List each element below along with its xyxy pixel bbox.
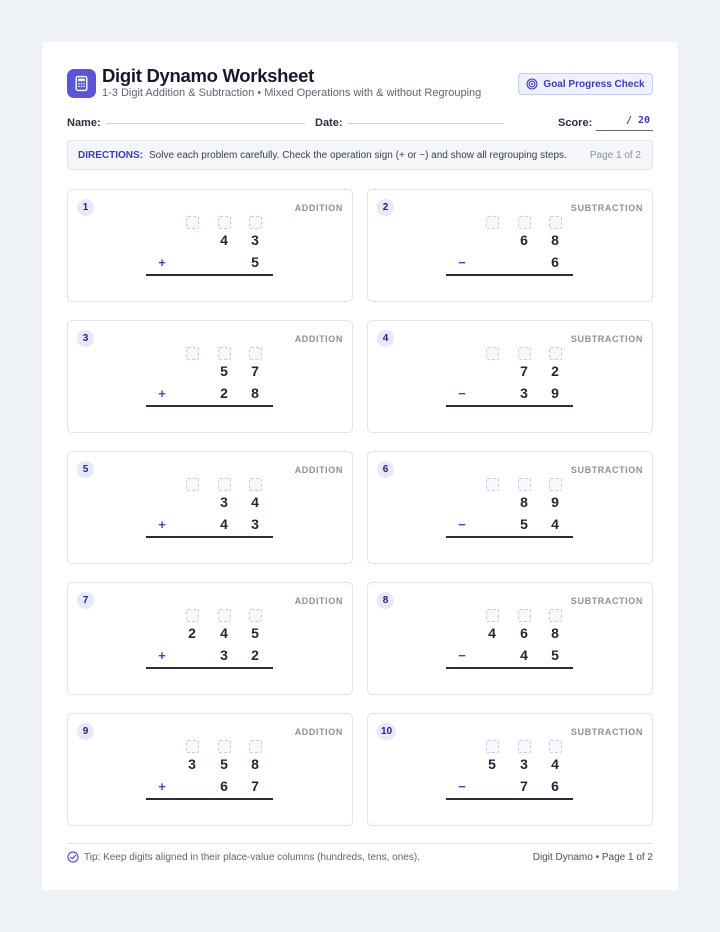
carry-box[interactable] <box>486 347 499 360</box>
top-number-digit: 7 <box>520 363 528 379</box>
operation-label: ADDITION <box>294 465 343 475</box>
carry-box[interactable] <box>249 609 262 622</box>
bottom-number-digit: 5 <box>551 647 559 663</box>
directions-page-number: Page 1 of 2 <box>589 150 641 161</box>
bottom-number-digit: 8 <box>251 385 259 401</box>
carry-box[interactable] <box>249 478 262 491</box>
top-number-digit: 3 <box>188 756 196 772</box>
carry-box[interactable] <box>218 609 231 622</box>
operation-label: SUBTRACTION <box>570 727 643 737</box>
footer-page-info: Digit Dynamo • Page 1 of 2 <box>532 852 653 863</box>
top-number-digit: 4 <box>551 756 559 772</box>
bottom-number-digit: 6 <box>551 778 559 794</box>
answer-line[interactable] <box>146 798 273 800</box>
top-number-digit: 5 <box>220 363 228 379</box>
carry-box[interactable] <box>218 740 231 753</box>
carry-box[interactable] <box>186 478 199 491</box>
top-number-digit: 6 <box>520 625 528 641</box>
operation-label: SUBTRACTION <box>570 596 643 606</box>
operation-label: SUBTRACTION <box>570 203 643 213</box>
carry-box[interactable] <box>186 347 199 360</box>
answer-line[interactable] <box>446 667 573 669</box>
problem-number: 6 <box>377 461 394 478</box>
problem-card <box>367 451 653 564</box>
answer-line[interactable] <box>146 667 273 669</box>
carry-box[interactable] <box>549 740 562 753</box>
target-icon <box>526 78 538 90</box>
top-number-digit: 5 <box>488 756 496 772</box>
bottom-number-digit: 7 <box>520 778 528 794</box>
directions-banner <box>67 140 653 170</box>
carry-box[interactable] <box>518 216 531 229</box>
minus-sign: − <box>458 779 466 794</box>
calculator-icon <box>67 69 96 98</box>
operation-label: SUBTRACTION <box>570 334 643 344</box>
top-number-digit: 4 <box>488 625 496 641</box>
carry-box[interactable] <box>186 740 199 753</box>
answer-line[interactable] <box>446 405 573 407</box>
top-number-digit: 8 <box>520 494 528 510</box>
carry-box[interactable] <box>218 478 231 491</box>
plus-sign: + <box>158 386 166 401</box>
bottom-number-digit: 5 <box>251 254 259 270</box>
name-field[interactable] <box>106 123 305 124</box>
problem-number: 7 <box>77 592 94 609</box>
date-field[interactable] <box>348 123 504 124</box>
directions-text: Solve each problem carefully. Check the operation sign (+ or −) and show all regrouping steps. <box>149 150 567 161</box>
problem-number: 2 <box>377 199 394 216</box>
carry-box[interactable] <box>218 216 231 229</box>
worksheet-page <box>42 42 678 890</box>
carry-box[interactable] <box>518 347 531 360</box>
answer-line[interactable] <box>146 536 273 538</box>
top-number-digit: 8 <box>551 625 559 641</box>
answer-line[interactable] <box>446 536 573 538</box>
problem-card <box>67 582 353 695</box>
bottom-number-digit: 5 <box>520 516 528 532</box>
carry-box[interactable] <box>486 216 499 229</box>
carry-box[interactable] <box>486 609 499 622</box>
problem-card <box>67 189 353 302</box>
carry-box[interactable] <box>218 347 231 360</box>
minus-sign: − <box>458 517 466 532</box>
problem-number: 8 <box>377 592 394 609</box>
operation-label: ADDITION <box>294 727 343 737</box>
answer-line[interactable] <box>446 274 573 276</box>
problem-card <box>67 451 353 564</box>
problem-number: 3 <box>77 330 94 347</box>
bottom-number-digit: 3 <box>520 385 528 401</box>
bottom-number-digit: 4 <box>551 516 559 532</box>
plus-sign: + <box>158 648 166 663</box>
problem-number: 10 <box>377 723 396 740</box>
operation-label: ADDITION <box>294 203 343 213</box>
carry-box[interactable] <box>486 740 499 753</box>
carry-box[interactable] <box>549 216 562 229</box>
top-number-digit: 5 <box>220 756 228 772</box>
page-title: Digit Dynamo Worksheet <box>102 65 315 86</box>
problem-number: 1 <box>77 199 94 216</box>
bottom-number-digit: 4 <box>220 516 228 532</box>
bottom-number-digit: 9 <box>551 385 559 401</box>
bottom-number-digit: 2 <box>220 385 228 401</box>
top-number-digit: 3 <box>220 494 228 510</box>
problem-number: 5 <box>77 461 94 478</box>
carry-box[interactable] <box>186 609 199 622</box>
answer-line[interactable] <box>446 798 573 800</box>
top-number-digit: 2 <box>551 363 559 379</box>
directions-label: DIRECTIONS: <box>78 150 143 161</box>
page-subtitle: 1-3 Digit Addition & Subtraction • Mixed Operations with & without Regrouping <box>102 87 482 99</box>
bottom-number-digit: 4 <box>520 647 528 663</box>
plus-sign: + <box>158 779 166 794</box>
carry-box[interactable] <box>249 740 262 753</box>
bottom-number-digit: 7 <box>251 778 259 794</box>
minus-sign: − <box>458 255 466 270</box>
goal-progress-button[interactable] <box>518 73 653 95</box>
minus-sign: − <box>458 386 466 401</box>
top-number-digit: 6 <box>520 232 528 248</box>
top-number-digit: 3 <box>520 756 528 772</box>
top-number-digit: 4 <box>251 494 259 510</box>
top-number-digit: 5 <box>251 625 259 641</box>
bottom-number-digit: 6 <box>551 254 559 270</box>
top-number-digit: 8 <box>551 232 559 248</box>
score-field[interactable] <box>596 130 653 131</box>
operation-label: ADDITION <box>294 596 343 606</box>
bottom-number-digit: 6 <box>220 778 228 794</box>
minus-sign: − <box>458 648 466 663</box>
carry-box[interactable] <box>549 347 562 360</box>
name-label: Name: <box>67 117 101 129</box>
goal-progress-label: Goal Progress Check <box>543 78 645 90</box>
answer-line[interactable] <box>146 274 273 276</box>
top-number-digit: 4 <box>220 232 228 248</box>
top-number-digit: 4 <box>220 625 228 641</box>
carry-box[interactable] <box>549 478 562 491</box>
top-number-digit: 8 <box>251 756 259 772</box>
date-label: Date: <box>315 117 343 129</box>
bottom-number-digit: 2 <box>251 647 259 663</box>
plus-sign: + <box>158 517 166 532</box>
carry-box[interactable] <box>249 216 262 229</box>
top-number-digit: 7 <box>251 363 259 379</box>
problem-number: 9 <box>77 723 94 740</box>
carry-box[interactable] <box>249 347 262 360</box>
bottom-number-digit: 3 <box>220 647 228 663</box>
operation-label: SUBTRACTION <box>570 465 643 475</box>
top-number-digit: 9 <box>551 494 559 510</box>
score-label: Score: <box>558 117 593 129</box>
problem-card <box>67 320 353 433</box>
problem-card <box>67 713 353 826</box>
top-number-digit: 3 <box>251 232 259 248</box>
carry-box[interactable] <box>186 216 199 229</box>
carry-box[interactable] <box>518 740 531 753</box>
problem-card <box>367 582 653 695</box>
top-number-digit: 2 <box>188 625 196 641</box>
problem-number: 4 <box>377 330 394 347</box>
operation-label: ADDITION <box>294 334 343 344</box>
carry-box[interactable] <box>486 478 499 491</box>
carry-box[interactable] <box>518 478 531 491</box>
problem-card <box>367 320 653 433</box>
plus-sign: + <box>158 255 166 270</box>
answer-line[interactable] <box>146 405 273 407</box>
check-circle-icon <box>67 851 79 863</box>
footer-tip: Tip: Keep digits aligned in their place-value columns (hundreds, tens, ones). <box>84 852 420 863</box>
carry-box[interactable] <box>518 609 531 622</box>
problem-card <box>367 713 653 826</box>
problem-card <box>367 189 653 302</box>
bottom-number-digit: 3 <box>251 516 259 532</box>
carry-box[interactable] <box>549 609 562 622</box>
footer-divider <box>67 843 653 844</box>
score-total: / 20 <box>626 115 651 126</box>
